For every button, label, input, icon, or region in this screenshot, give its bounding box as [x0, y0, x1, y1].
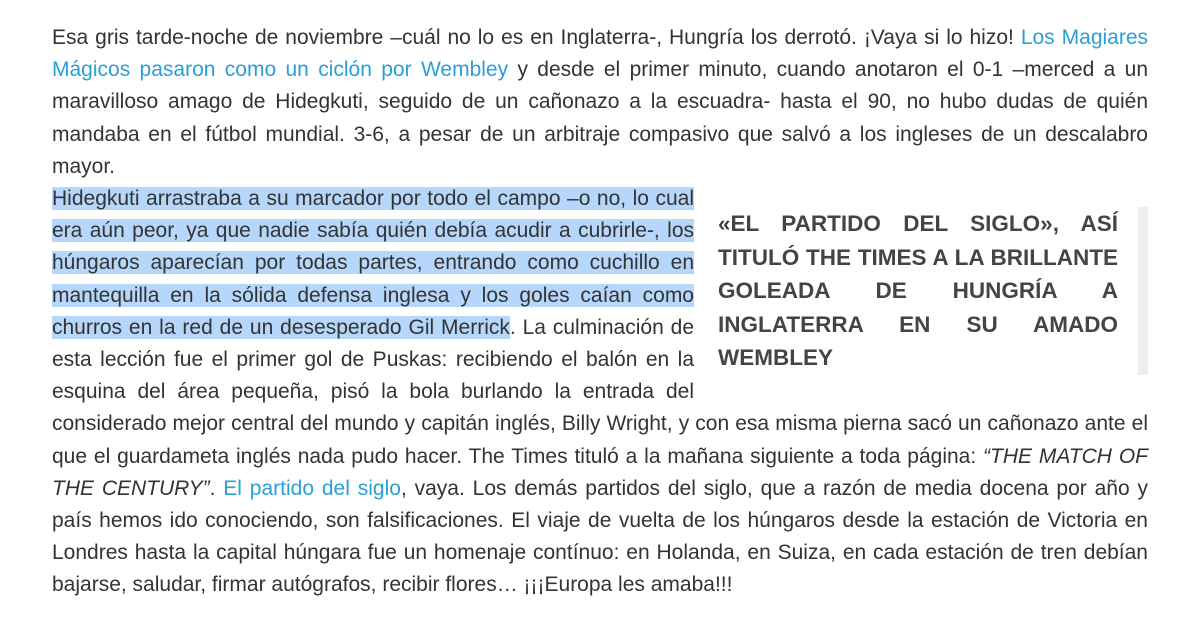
article-body — [52, 22, 1148, 602]
text-segment-1: Esa gris tarde-noche de noviembre –cuál no lo es en Inglaterra-, Hungría los derrotó. ¡Vaya si lo hizo! — [52, 26, 1021, 49]
pullquote: «EL PARTIDO DEL SIGLO», ASÍ TITULÓ THE TIMES A LA BRILLANTE GOLEADA DE HUNGRÍA A INGLATERRA EN SU AMADO WEMBLEY — [718, 207, 1148, 375]
times-headline-quote: “THE MATCH OF THE CENTURY” — [52, 444, 1148, 500]
text-segment-3: . La culminación de esta lección fue el primer gol de Puskas: recibiendo el balón en la esquina del área pequeña, pisó la bola burlando la entrada del considerado mejor central del mundo y capitán inglés, Billy Wright, y con esa misma pierna sacó un cañonazo ante el que el guardameta inglés nada pudo hacer. The Times tituló a la mañana siguiente a toda página: — [52, 315, 1148, 468]
selected-text: Hidegkuti arrastraba a su marcador por todo el campo –o no, lo cual era aún peor, ya que nadie sabía quién debía acudir a cubrirle-, los húngaros aparecían por todas partes, entrando como cuchillo en mantequilla en la sólida defensa inglesa y los goles caían como churros en la red de un desesperado Gil Merrick — [52, 187, 694, 339]
article-paragraph — [52, 22, 1148, 183]
text-segment-2: y desde el primer minuto, cuando anotaron el 0-1 –merced a un maravilloso amago de Hidegkuti, seguido de un cañonazo a la escuadra- hasta el 90, no hubo dudas de quién mandaba en el fútbol mundial. 3-6, a pesar de un arbitraje compasivo que salvó a los ingleses de un descalabro mayor. — [52, 58, 1148, 178]
text-segment-5: , vaya. Los demás partidos del siglo, que a razón de media docena por año y país hemos ido conociendo, son falsificaciones. El viaje de vuelta de los húngaros desde la estación de Victoria en Londres hasta la capital húngara fue un homenaje contínuo: en Holanda, en Suiza, en cada estación de tren debían bajarse, saludar, firmar autógrafos, recibir flores… ¡¡¡Europa les amaba!!! — [52, 476, 1148, 597]
link-partido-del-siglo[interactable]: El partido del siglo — [223, 476, 401, 500]
text-segment-4: . — [209, 476, 224, 500]
link-magiares-wembley[interactable]: Los Magiares Mágicos pasaron como un ciclón por Wembley — [52, 26, 1149, 82]
